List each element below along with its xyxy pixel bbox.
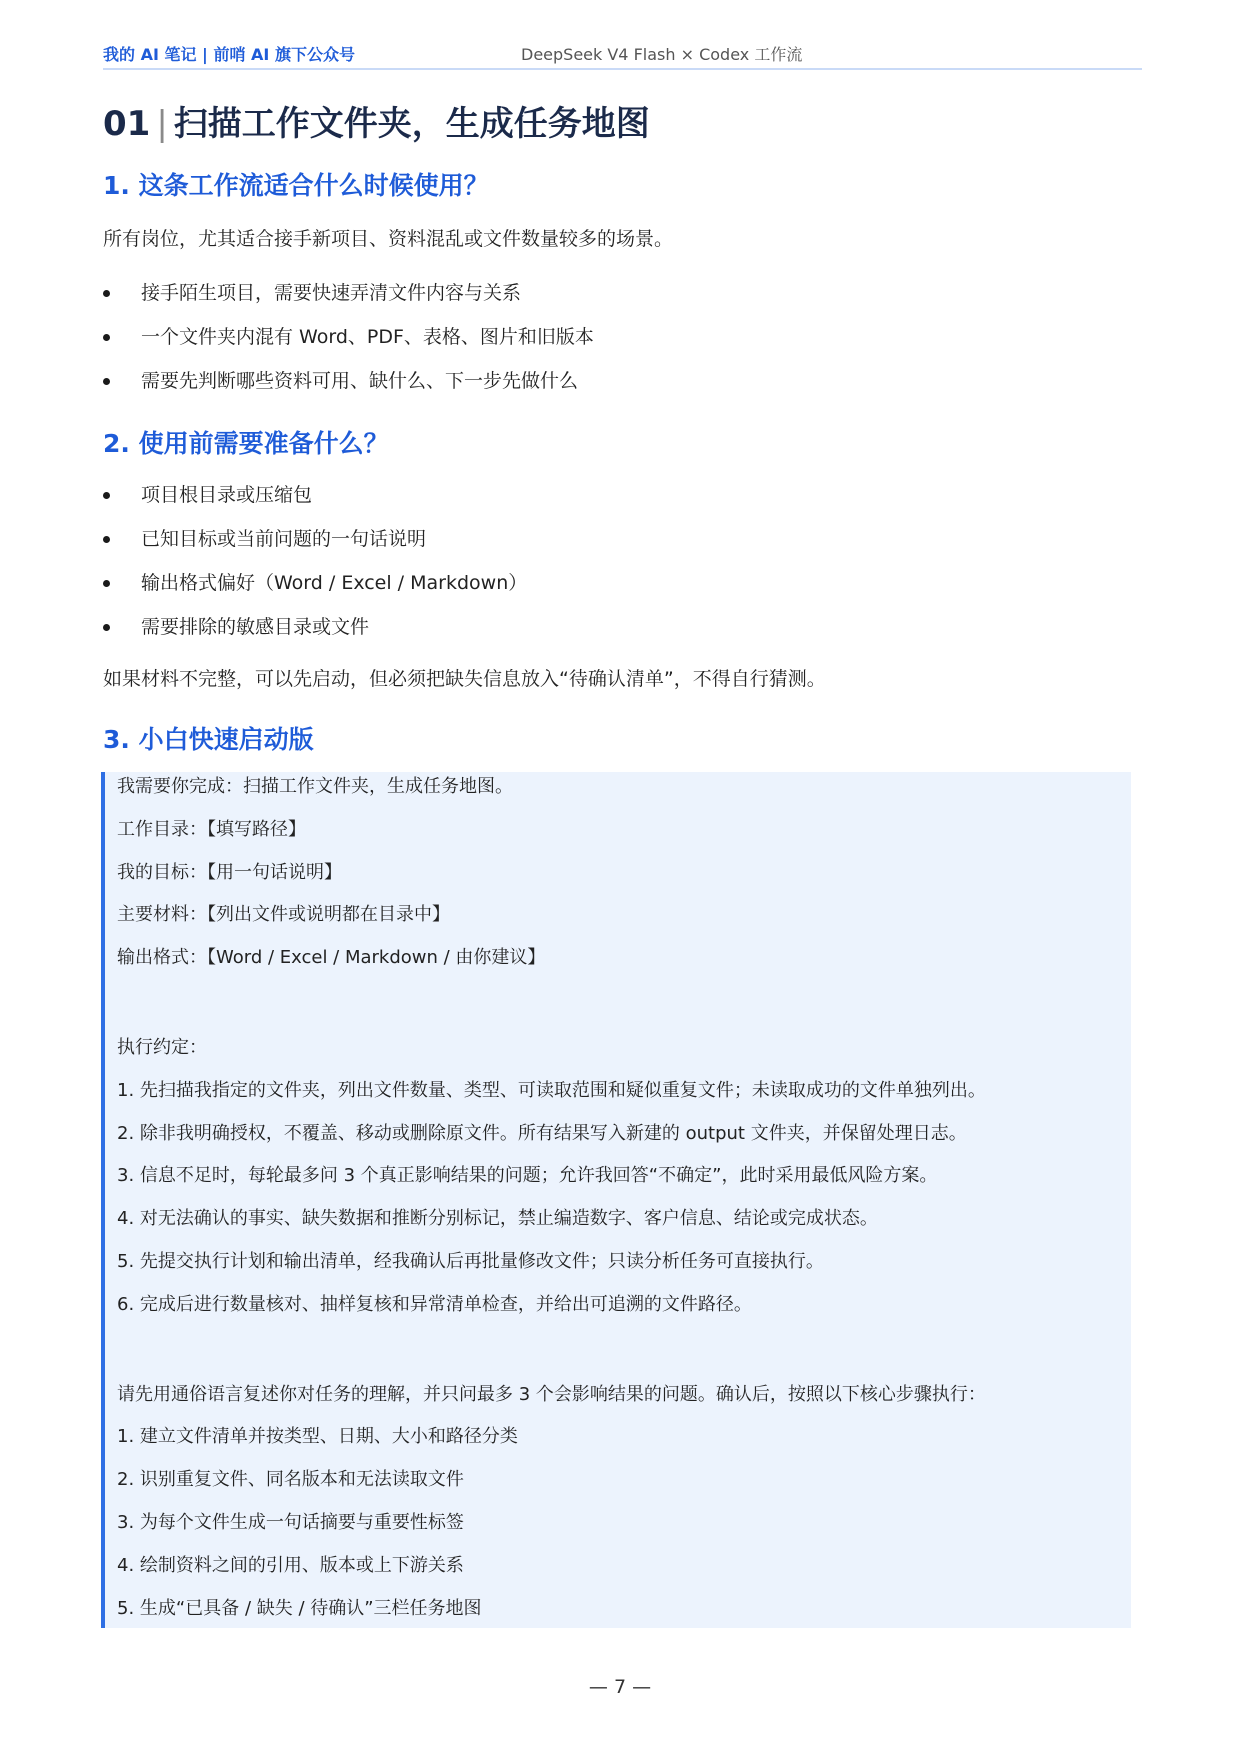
- list-item: [103, 359, 594, 403]
- chapter-title-text: 扫描工作文件夹，生成任务地图: [173, 104, 650, 144]
- list-item-text: 一个文件夹内混有 Word、PDF、表格、图片和旧版本: [141, 326, 594, 348]
- prompt-line: 主要材料：【列出文件或说明都在目录中】: [117, 904, 450, 926]
- bullet-dot: [103, 624, 110, 631]
- prompt-line: 4. 绘制资料之间的引用、版本或上下游关系: [117, 1554, 464, 1576]
- list-item-text: 已知目标或当前问题的一句话说明: [141, 528, 427, 550]
- prompt-line: 6. 完成后进行数量核对、抽样复核和异常清单检查，并给出可追溯的文件路径。: [117, 1293, 752, 1315]
- section3-heading: 3. 小白快速启动版: [103, 725, 314, 754]
- bullet-dot: [103, 536, 110, 543]
- prompt-line: 工作目录：【填写路径】: [117, 818, 306, 840]
- prompt-line: 3. 信息不足时，每轮最多问 3 个真正影响结果的问题；允许我回答“不确定”，此时采用最低风险方案。: [117, 1165, 938, 1187]
- list-item: [103, 605, 527, 649]
- prompt-line: 我需要你完成：扫描工作文件夹，生成任务地图。: [117, 776, 513, 797]
- bullet-dot: [103, 580, 110, 587]
- prompt-line: 请先用通俗语言复述你对任务的理解，并只问最多 3 个会影响结果的问题。确认后，按照以下核心步骤执行：: [117, 1383, 986, 1405]
- prompt-blank-line: [117, 986, 1131, 1033]
- page-number: — 7 —: [588, 1676, 652, 1698]
- list-item-text: 输出格式偏好（Word / Excel / Markdown）: [141, 572, 528, 594]
- section1-heading: 1. 这条工作流适合什么时候使用？: [103, 171, 489, 200]
- chapter-title: [103, 96, 650, 145]
- section2-heading: 2. 使用前需要准备什么？: [103, 429, 389, 458]
- prompt-line: 4. 对无法确认的事实、缺失数据和推断分别标记，禁止编造数字、客户信息、结论或完成状态。: [117, 1208, 878, 1230]
- bullet-dot: [103, 334, 110, 341]
- header-publication: 我的 AI 笔记 | 前哨 AI 旗下公众号: [103, 45, 355, 64]
- prompt-line: 2. 识别重复文件、同名版本和无法读取文件: [117, 1469, 464, 1491]
- list-item-text: 需要排除的敏感目录或文件: [141, 616, 370, 638]
- prompt-template-box: [101, 772, 1131, 1628]
- prompt-line: 5. 生成“已具备 / 缺失 / 待确认”三栏任务地图: [117, 1597, 482, 1619]
- list-item: [103, 561, 527, 605]
- list-item: [103, 517, 527, 561]
- section2-note: 如果材料不完整，可以先启动，但必须把缺失信息放入“待确认清单”，不得自行猜测。: [103, 668, 826, 690]
- list-item: [103, 315, 594, 359]
- prompt-line: 5. 先提交执行计划和输出清单，经我确认后再批量修改文件；只读分析任务可直接执行。: [117, 1250, 824, 1272]
- prompt-line: 2. 除非我明确授权，不覆盖、移动或删除原文件。所有结果写入新建的 output 文件夹，并保留处理日志。: [117, 1122, 967, 1144]
- prompt-line: 输出格式：【Word / Excel / Markdown / 由你建议】: [117, 947, 546, 969]
- list-item-text: 项目根目录或压缩包: [141, 484, 313, 506]
- list-item-text: 需要先判断哪些资料可用、缺什么、下一步先做什么: [141, 370, 579, 392]
- chapter-separator: |: [156, 104, 168, 144]
- bullet-dot: [103, 378, 110, 385]
- header-workflow-title: DeepSeek V4 Flash × Codex 工作流: [521, 45, 803, 64]
- list-item-text: 接手陌生项目，需要快速弄清文件内容与关系: [141, 282, 522, 304]
- prompt-line: 1. 先扫描我指定的文件夹，列出文件数量、类型、可读取范围和疑似重复文件；未读取成功的文件单独列出。: [117, 1079, 986, 1101]
- page-header: [103, 42, 1142, 70]
- section2-bullet-list: [103, 473, 527, 649]
- prompt-blank-line: [117, 1333, 1131, 1380]
- prompt-line: 我的目标：【用一句话说明】: [117, 861, 342, 883]
- bullet-dot: [103, 290, 110, 297]
- prompt-line: 3. 为每个文件生成一句话摘要与重要性标签: [117, 1511, 464, 1533]
- section1-intro: 所有岗位，尤其适合接手新项目、资料混乱或文件数量较多的场景。: [103, 228, 674, 250]
- chapter-number: 01: [103, 104, 151, 144]
- prompt-line: 执行约定：: [117, 1036, 207, 1058]
- section1-bullet-list: [103, 271, 594, 403]
- list-item: [103, 473, 527, 517]
- list-item: [103, 271, 594, 315]
- bullet-dot: [103, 492, 110, 499]
- prompt-line: 1. 建立文件清单并按类型、日期、大小和路径分类: [117, 1426, 518, 1448]
